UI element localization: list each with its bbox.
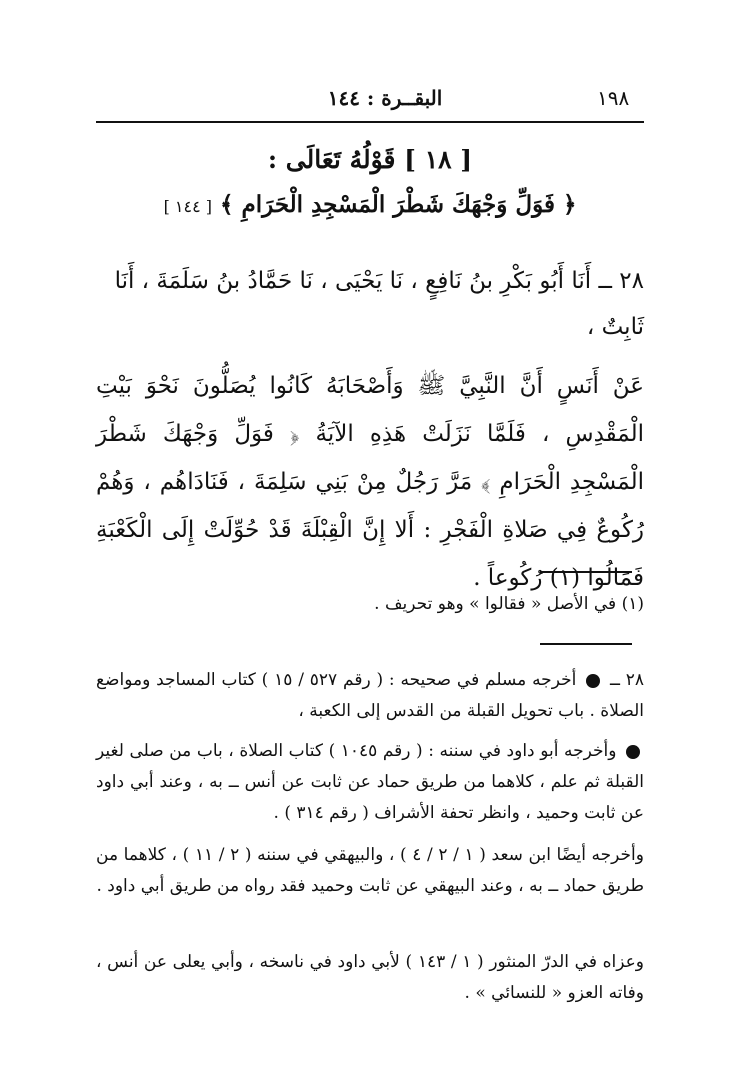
takhrij-text: وأخرجه أبو داود في سننه : ( رقم ١٠٤٥ ) كتاب الصلاة ، باب من صلى لغير القبلة ثم علم ، كلاهما من طريق حماد عن ثابت عن أنس ــ به ، وعند أبي داود عن ثابت وحميد ، وانظر تحفة الأشراف ( رقم ٣١٤ ) . <box>96 741 644 823</box>
hadith-matn: عَنْ أَنَسٍ أَنَّ النَّبِيَّ ﷺ وَأَصْحَابَهُ كَانُوا يُصَلُّونَ نَحْوَ بَيْتِ الْمَقْدِسِ ، فَلَمَّا نَزَلَتْ هَذِهِ الآيَةُ ﴿ فَوَلِّ وَجْهَكَ شَطْرَ الْمَسْجِدِ الْحَرَامِ ﴾ مَرَّ رَجُلٌ مِنْ بَنِي سَلِمَةَ ، فَنَادَاهُم ، وَهُمْ رُكُوعٌ فِي صَلاةِ الْفَجْرِ : أَلا إِنَّ الْقِبْلَةَ قَدْ حُوِّلَتْ إِلَى الْكَعْبَةِ فَمَالُوا (١) رُكُوعاً . <box>96 373 644 591</box>
running-title: البقــرة : ١٤٤ <box>327 86 443 110</box>
footnote: (١) في الأصل « فقالوا » وهو تحريف . <box>374 594 644 614</box>
bullet-icon <box>586 674 600 688</box>
footnote-separator <box>540 571 632 573</box>
verse-reference: [ ١٤٤ ] <box>163 197 212 216</box>
takhrij-paragraph <box>96 665 644 727</box>
section-heading: [ ١٨ ] قَوْلُهُ تَعَالَى : <box>267 145 473 174</box>
verse-text: ﴿ فَوَلِّ وَجْهَكَ شَطْرَ الْمَسْجِدِ الْحَرَامِ ﴾ <box>220 191 577 218</box>
takhrij-separator <box>540 643 632 645</box>
page-number: ١٩٨ <box>597 86 630 110</box>
header-rule <box>96 121 644 123</box>
bullet-icon <box>626 745 640 759</box>
takhrij-paragraph <box>96 736 644 829</box>
takhrij-paragraph: وأخرجه أيضًا ابن سعد ( ١ / ٢ / ٤ ) ، والبيهقي في سننه ( ٢ / ١١ ) ، كلاهما من طريق حماد ــ به ، وعند البيهقي عن ثابت وحميد فقد رواه من طريق أبي داود . <box>96 845 644 896</box>
quran-verse <box>96 191 644 218</box>
takhrij-paragraph: وعزاه في الدرّ المنثور ( ١ / ١٤٣ ) لأبي داود في ناسخه ، وأبي يعلى عن أنس ، وفاته العزو « للنسائي » . <box>96 952 644 1003</box>
hadith-number: ٢٨ ــ <box>609 670 645 690</box>
takhrij-text: أخرجه مسلم في صحيحه : ( رقم ٥٢٧ / ١٥ ) كتاب المساجد ومواضع الصلاة . باب تحويل القبلة من القدس إلى الكعبة ، <box>96 670 644 721</box>
hadith-isnad: ٢٨ ــ أَنَا أَبُو بَكْرِ بنُ نَافِعٍ ، نَا يَحْيَى ، نَا حَمَّادُ بنُ سَلَمَةَ ، أَنَا ثَابِتٌ ، <box>114 268 644 340</box>
